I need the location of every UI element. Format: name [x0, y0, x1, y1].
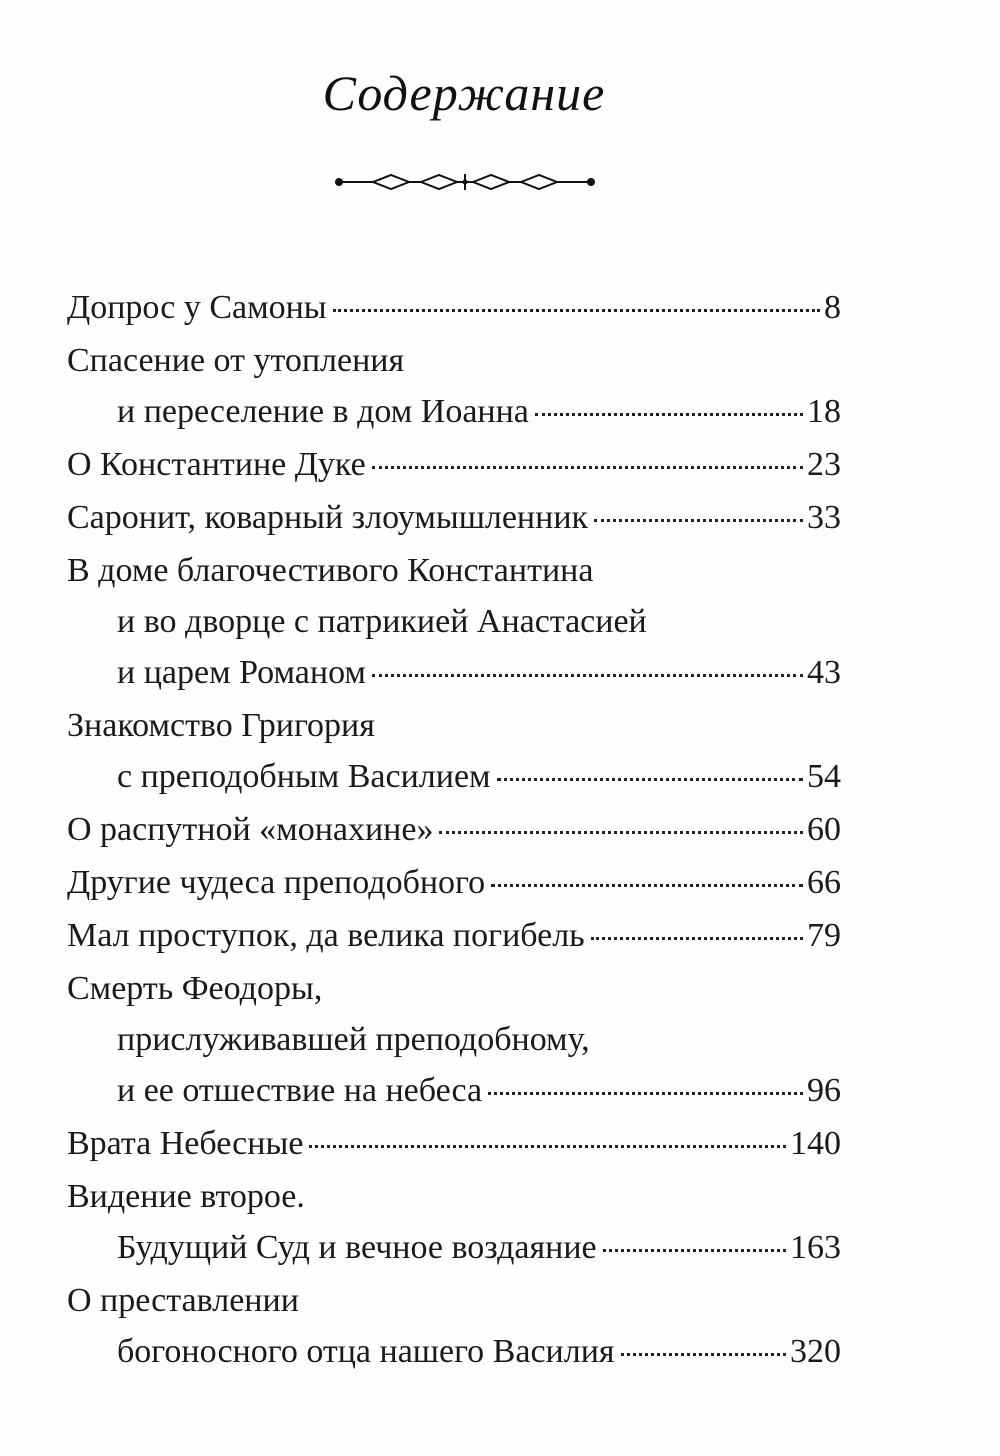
dot-leader	[497, 778, 803, 781]
toc-page-number: 43	[807, 654, 841, 691]
toc-entry	[67, 700, 841, 802]
toc-entry-line	[67, 545, 841, 596]
toc-entry-text: Допрос у Самоны	[67, 289, 327, 326]
toc-entry-line	[67, 857, 841, 908]
toc-entry-text: Мал проступок, да велика погибель	[67, 917, 585, 954]
toc-entry-text: Смерть Феодоры,	[67, 970, 323, 1007]
dot-leader	[439, 831, 803, 834]
toc-entry	[67, 963, 841, 1116]
toc-entry-text: Врата Небесные	[67, 1125, 304, 1162]
toc-page-number: 163	[790, 1229, 841, 1266]
toc-entry-text: В доме благочестивого Константина	[67, 552, 594, 589]
toc-entry-line	[67, 492, 841, 543]
toc-entry-line	[67, 1222, 841, 1273]
toc-entry-text: прислуживавшей преподобному,	[117, 1021, 590, 1058]
toc-entry-line	[67, 282, 841, 333]
toc-entry-text: и во дворце с патрикией Анастасией	[117, 603, 647, 640]
toc-entry-line	[67, 700, 841, 751]
toc-entry	[67, 1171, 841, 1273]
dot-leader	[333, 309, 820, 312]
toc-entry-line	[67, 963, 841, 1014]
toc-entry-text: Другие чудеса преподобного	[67, 864, 486, 901]
toc-entry-text: Видение второе.	[67, 1178, 305, 1215]
toc-entry-text: О преставлении	[67, 1282, 299, 1319]
table-of-contents	[67, 282, 841, 1379]
toc-entry-line	[67, 386, 841, 437]
toc-entry-line	[67, 804, 841, 855]
dot-leader	[491, 884, 803, 887]
toc-entry-text: и ее отшествие на небеса	[117, 1072, 483, 1109]
toc-entry-text: Знакомство Григория	[67, 707, 375, 744]
dot-leader	[309, 1145, 786, 1148]
toc-entry-line	[67, 751, 841, 802]
toc-entry	[67, 910, 841, 961]
toc-entry-line	[67, 439, 841, 490]
toc-entry	[67, 857, 841, 908]
toc-entry	[67, 439, 841, 490]
toc-entry-line	[67, 1014, 841, 1065]
toc-entry	[67, 335, 841, 437]
dot-leader	[488, 1092, 803, 1095]
dot-leader	[621, 1353, 786, 1356]
dot-leader	[372, 466, 803, 469]
toc-entry	[67, 804, 841, 855]
toc-page-number: 18	[807, 393, 841, 430]
toc-entry	[67, 1275, 841, 1377]
toc-page-number: 60	[807, 811, 841, 848]
toc-page-number: 23	[807, 446, 841, 483]
toc-entry-text: О Константине Дуке	[67, 446, 366, 483]
toc-entry-line	[67, 1118, 841, 1169]
toc-entry-text: и переселение в дом Иоанна	[117, 393, 529, 430]
toc-page-number: 79	[807, 917, 841, 954]
toc-entry	[67, 1118, 841, 1169]
toc-entry-line	[67, 596, 841, 647]
toc-entry-line	[67, 1326, 841, 1377]
toc-entry	[67, 282, 841, 333]
toc-entry-line	[67, 910, 841, 961]
toc-entry-text: Будущий Суд и вечное воздаяние	[117, 1229, 597, 1266]
toc-entry-text: Саронит, коварный злоумышленник	[67, 499, 589, 536]
dot-leader	[603, 1249, 786, 1252]
toc-entry-line	[67, 1171, 841, 1222]
ornament-divider-icon	[333, 168, 597, 196]
toc-entry-text: и царем Романом	[117, 654, 366, 691]
toc-page-number: 66	[807, 864, 841, 901]
toc-entry	[67, 492, 841, 543]
toc-page-number: 96	[807, 1072, 841, 1109]
dot-leader	[372, 674, 803, 677]
dot-leader	[535, 413, 803, 416]
toc-page-number: 140	[790, 1125, 841, 1162]
toc-page-number: 33	[807, 499, 841, 536]
toc-entry-line	[67, 647, 841, 698]
toc-entry-text: богоносного отца нашего Василия	[117, 1333, 615, 1370]
toc-entry	[67, 545, 841, 698]
toc-page-number: 320	[790, 1333, 841, 1370]
dot-leader	[594, 519, 803, 522]
toc-entry-text: Спасение от утопления	[67, 342, 405, 379]
toc-page-number: 8	[824, 289, 841, 326]
page-title: Содержание	[322, 65, 606, 121]
toc-entry-line	[67, 335, 841, 386]
toc-entry-line	[67, 1275, 841, 1326]
toc-entry-text: О распутной «монахине»	[67, 811, 434, 848]
toc-entry-text: с преподобным Василием	[117, 758, 491, 795]
toc-page-number: 54	[807, 758, 841, 795]
dot-leader	[591, 937, 803, 940]
toc-entry-line	[67, 1065, 841, 1116]
